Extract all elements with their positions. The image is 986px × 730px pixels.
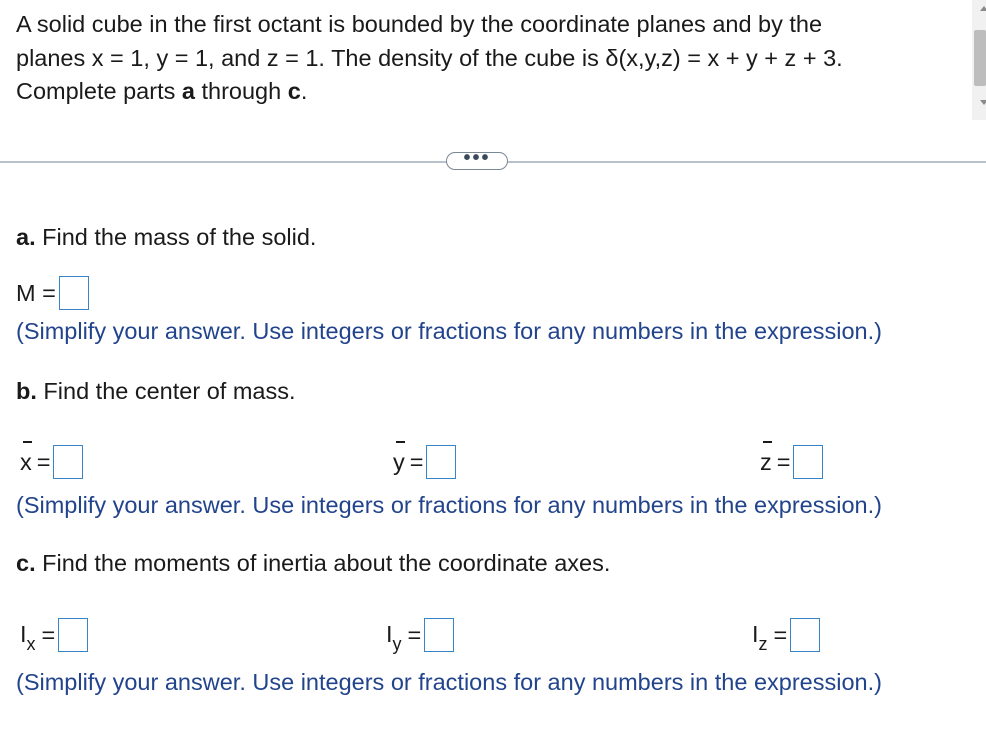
part-ref-a: a: [181, 78, 195, 104]
problem-line-1: A solid cube in the first octant is bounded by the coordinate planes and by the: [16, 11, 823, 37]
part-c-prompt: [16, 548, 610, 578]
z-bar-answer-row: [760, 445, 823, 479]
x-bar-var: x: [20, 449, 32, 475]
ix-subscript: x: [26, 634, 36, 654]
part-b-prompt: [16, 376, 296, 406]
z-bar-overline: [763, 441, 772, 443]
iz-I: I: [752, 621, 759, 647]
problem-line-2: planes x = 1, y = 1, and z = 1. The density of the cube is δ(x,y,z) = x + y + z + 3.: [16, 44, 843, 71]
problem-line-3-mid: through: [194, 78, 288, 104]
y-bar-answer-row: [393, 445, 456, 479]
iz-answer-row: [752, 618, 820, 652]
x-bar-symbol: [20, 447, 32, 477]
part-c-text: Find the moments of inertia about the coordinate axes.: [35, 550, 611, 576]
y-bar-equals: =: [409, 449, 424, 475]
z-bar-var: z: [760, 449, 772, 475]
part-a-prompt: [16, 222, 316, 252]
x-bar-overline: [23, 441, 32, 443]
part-b-text: Find the center of mass.: [36, 378, 296, 404]
part-a-text: Find the mass of the solid.: [35, 224, 317, 250]
iz-equals: =: [773, 622, 788, 648]
expand-button[interactable]: •••: [446, 152, 508, 170]
y-bar-var: y: [393, 449, 405, 475]
problem-line-3-text: Complete parts: [16, 78, 182, 104]
scroll-up-icon[interactable]: [980, 6, 986, 11]
problem-line-3: [16, 75, 966, 109]
ix-symbol: [20, 619, 36, 654]
mass-answer-input[interactable]: [59, 276, 89, 310]
iz-symbol: [752, 619, 768, 654]
iz-answer-input[interactable]: [790, 618, 820, 652]
part-c-label: c.: [16, 550, 36, 576]
iy-I: I: [386, 621, 393, 647]
part-b-hint: (Simplify your answer. Use integers or fractions for any numbers in the expression.): [16, 492, 882, 518]
x-bar-answer-row: [20, 445, 83, 479]
y-bar-symbol: [393, 447, 405, 477]
part-a-hint: (Simplify your answer. Use integers or fractions for any numbers in the expression.): [16, 318, 882, 344]
part-a-label: a.: [16, 224, 36, 250]
y-bar-answer-input[interactable]: [426, 445, 456, 479]
mass-label: M =: [16, 280, 56, 306]
z-bar-answer-input[interactable]: [793, 445, 823, 479]
mass-answer-row: [16, 276, 89, 310]
y-bar-overline: [396, 441, 405, 443]
z-bar-symbol: [760, 447, 772, 477]
problem-line-3-end: .: [300, 78, 308, 104]
ix-answer-input[interactable]: [58, 618, 88, 652]
problem-statement: [16, 8, 966, 109]
ix-I: I: [20, 621, 27, 647]
x-bar-equals: =: [36, 449, 51, 475]
part-b-label: b.: [16, 378, 37, 404]
iy-subscript: y: [392, 634, 402, 654]
iy-answer-row: [386, 618, 454, 652]
ix-answer-row: [20, 618, 88, 652]
scroll-down-icon[interactable]: [980, 100, 986, 105]
z-bar-equals: =: [776, 449, 791, 475]
iy-symbol: [386, 619, 402, 654]
part-ref-c: c: [287, 78, 301, 104]
part-c-hint: (Simplify your answer. Use integers or fractions for any numbers in the expression.): [16, 669, 882, 695]
iy-equals: =: [407, 622, 422, 648]
x-bar-answer-input[interactable]: [53, 445, 83, 479]
scroll-thumb[interactable]: [974, 30, 986, 86]
scrollbar[interactable]: [972, 0, 986, 120]
ix-equals: =: [41, 622, 56, 648]
iz-subscript: z: [758, 634, 768, 654]
iy-answer-input[interactable]: [424, 618, 454, 652]
